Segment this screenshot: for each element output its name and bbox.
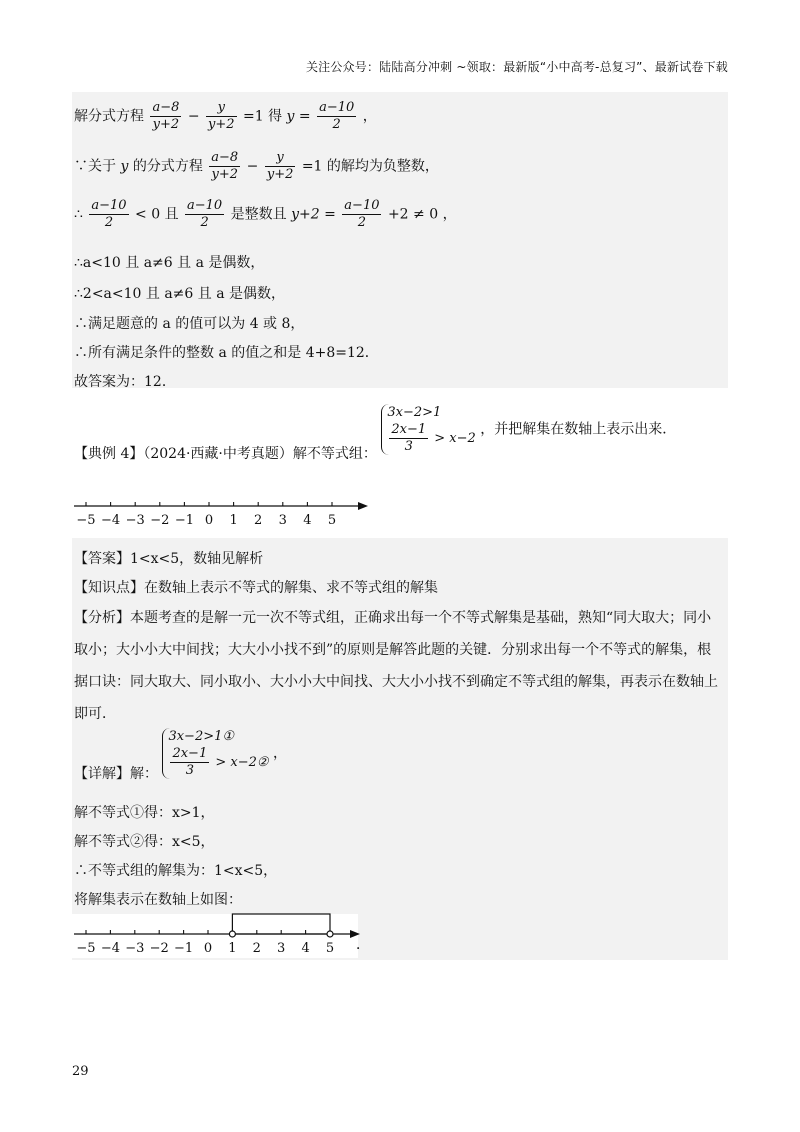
inequality-2 xyxy=(168,746,268,779)
detail-line xyxy=(74,728,288,782)
solution-line-7: ∴所有满足条件的整数 a 的值之和是 4+8=12． xyxy=(74,345,379,361)
inequality-tail: > x−2② xyxy=(215,755,269,770)
denominator: y+2 xyxy=(152,117,180,132)
axis-tick-label: −4 xyxy=(100,941,120,956)
operator: − xyxy=(187,108,200,125)
inequality-1: 3x−2>1① xyxy=(168,729,235,744)
step-2: 解不等式②得：x<5， xyxy=(74,834,215,850)
punct: ， xyxy=(273,745,288,762)
denominator: 2 xyxy=(200,215,209,230)
number-line-answer xyxy=(70,912,370,958)
axis-tick-label: 2 xyxy=(254,513,263,528)
axis-tick-label: −2 xyxy=(150,513,170,528)
denominator: 2 xyxy=(357,215,367,230)
axis-tick-label: 0 xyxy=(204,513,214,528)
equals: =1 xyxy=(301,158,323,175)
fraction xyxy=(342,198,381,231)
solution-line-3 xyxy=(74,198,457,231)
numerator: a−10 xyxy=(344,198,380,213)
axis-tick-label: −4 xyxy=(101,513,121,528)
knowledge-line: 【知识点】在数轴上表示不等式的解集、求不等式组的解集 xyxy=(74,580,438,596)
axis-tick-label: 3 xyxy=(278,513,287,528)
example-suffix: ，并把解集在数轴上表示出来． xyxy=(480,421,677,438)
text: 且 xyxy=(164,206,179,223)
axis-tick-label: −2 xyxy=(149,941,169,956)
analysis-line-2: 取小；大小小大中间找；大大小小找不到”的原则是解答此题的关键．分别求出每一个不等式的解集，根 xyxy=(74,642,712,658)
axis-tick-label: 3 xyxy=(277,941,286,956)
denominator: 3 xyxy=(185,763,194,778)
axis-tick-label: 0 xyxy=(203,941,213,956)
axis-tick-label: 4 xyxy=(301,941,310,956)
inequality-system xyxy=(381,404,475,455)
expression: +2 ≠ 0 xyxy=(387,206,439,223)
text: 得 xyxy=(268,108,283,125)
variable: y = xyxy=(286,108,311,125)
inequality: < 0 xyxy=(135,206,161,223)
equals: =1 xyxy=(242,108,264,125)
numerator: y xyxy=(265,150,296,167)
inequality-system xyxy=(162,728,268,779)
fraction xyxy=(170,746,209,779)
step-1: 解不等式①得：x>1， xyxy=(74,805,215,821)
fraction xyxy=(317,100,356,133)
axis-tick-label: 5 xyxy=(327,513,337,528)
inequality-1: 3x−2>1 xyxy=(387,405,442,420)
text: 的分式方程 xyxy=(132,158,203,175)
fraction xyxy=(265,150,296,183)
open-circle-right xyxy=(327,931,333,937)
axis-tick-label: 2 xyxy=(252,941,261,956)
step-4: 将解集表示在数轴上如图： xyxy=(74,892,242,908)
numerator: 2x−1 xyxy=(391,422,427,437)
solution-line-4: ∴a<10 且 a≠6 且 a 是偶数， xyxy=(74,255,265,271)
axis-tick-label: 1 xyxy=(228,941,237,956)
text: 是整数且 xyxy=(230,206,287,223)
answer-line: 【答案】1<x<5，数轴见解析 xyxy=(74,551,264,567)
text: 的解均为负整数， xyxy=(326,158,439,175)
numerator: 2x−1 xyxy=(172,746,208,761)
denominator: 2 xyxy=(104,215,114,230)
step-3: ∴不等式组的解集为：1<x<5， xyxy=(74,863,278,879)
axis-end-punct: ． xyxy=(356,937,370,953)
axis-tick-label: −1 xyxy=(174,513,194,528)
fraction xyxy=(206,100,237,133)
page-header: 关注公众号：陆陆高分冲刺 ~领取：最新版“小中高考-总复习”、最新试卷下载 xyxy=(305,60,728,74)
fraction xyxy=(89,198,128,231)
fraction xyxy=(150,100,181,133)
fraction xyxy=(185,198,224,231)
numerator: a−10 xyxy=(319,100,355,115)
axis-tick-label: −3 xyxy=(125,513,145,528)
detail-label: 【详解】解： xyxy=(74,765,158,782)
punct: ， xyxy=(442,206,457,223)
inequality-2 xyxy=(387,422,475,455)
denominator: 2 xyxy=(332,117,341,132)
axis-arrow xyxy=(358,502,368,510)
example-label: 【典例 4】（2024·西藏·中考真题）解不等式组： xyxy=(74,445,377,462)
page-number: 29 xyxy=(72,1064,89,1079)
axis-tick-label: 4 xyxy=(303,513,312,528)
expression: y+2 = xyxy=(291,206,336,223)
axis-tick-label: −1 xyxy=(174,941,194,956)
fraction xyxy=(209,150,240,183)
axis-tick-label: 5 xyxy=(325,941,335,956)
open-circle-left xyxy=(229,931,235,937)
analysis-line-4: 即可． xyxy=(74,706,116,722)
axis-tick-label: 1 xyxy=(229,513,238,528)
operator: − xyxy=(246,158,259,175)
example-title xyxy=(74,404,677,462)
solution-line-1 xyxy=(74,100,377,133)
solution-line-2 xyxy=(74,150,439,183)
variable: y xyxy=(120,158,129,175)
text: ∴ xyxy=(74,206,83,223)
numerator: y xyxy=(206,100,237,117)
denominator: y+2 xyxy=(266,167,294,182)
solution-line-5: ∴2<a<10 且 a≠6 且 a 是偶数， xyxy=(74,286,286,302)
analysis-line-1: 【分析】本题考查的是解一元一次不等式组，正确求出每一个不等式解集是基础，熟知“同大取大；同小 xyxy=(74,610,712,626)
solution-line-8: 故答案为：12． xyxy=(74,374,176,390)
numerator: a−10 xyxy=(187,198,223,213)
inequality-tail: > x−2 xyxy=(434,431,476,446)
numerator: a−8 xyxy=(211,150,239,165)
numerator: a−10 xyxy=(91,198,127,213)
axis-tick-label: −5 xyxy=(76,941,96,956)
analysis-line-3: 据口诀：同大取大、同小取小、大小小大中间找、大大小小找不到确定不等式组的解集，再表示在数轴上 xyxy=(74,674,718,690)
denominator: 3 xyxy=(404,439,413,454)
text: ∵关于 xyxy=(74,158,116,175)
numerator: a−8 xyxy=(152,100,180,115)
fraction xyxy=(389,422,428,455)
axis-tick-label: −3 xyxy=(125,941,145,956)
solution-line-6: ∴满足题意的 a 的值可以为 4 或 8， xyxy=(74,316,305,332)
denominator: y+2 xyxy=(208,117,235,132)
axis-tick-label: −5 xyxy=(76,513,96,528)
text: 解分式方程 xyxy=(74,108,144,125)
punct: ， xyxy=(362,108,377,125)
number-line-question xyxy=(70,494,370,534)
denominator: y+2 xyxy=(211,167,238,182)
